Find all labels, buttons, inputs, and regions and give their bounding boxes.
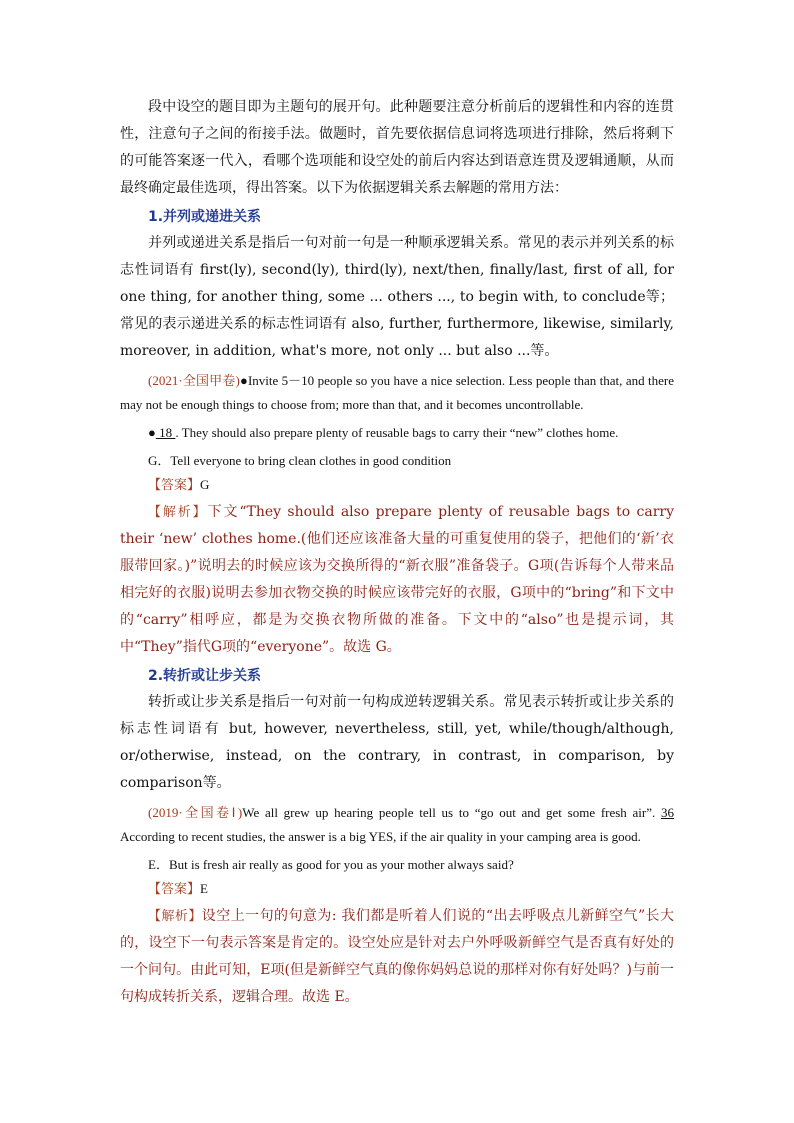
example2-answer	[148, 877, 674, 903]
example2-passage: (2019·全国卷Ⅰ)We all grew up hearing people tell us to “go out and get some fresh air”. 36 According to recent studies, the answer is a big YES, if the air quality in your camping area is good.	[120, 805, 674, 844]
section2-body: 转折或让步关系是指后一句对前一句构成逆转逻辑关系。常见表示转折或让步关系的标志性词语有 but, however, nevertheless, still, yet, while/though/although, or/otherwise, instead, on the contrary, in contrast, in comparison, by comparison等。	[120, 694, 674, 791]
example1-analysis	[120, 499, 674, 661]
answer-value: G	[200, 477, 210, 492]
analysis-text: 下文“They should also prepare plenty of reusable bags to carry their ‘new’ clothes home.(他们还应该准备大量的可重复使用的袋子，把他们的‘新’衣服带回家。)”说明去的时候应该为交换所得的“新衣服”准备袋子。G项(告诉每个人带来品相完好的衣服)说明去参加衣物交换的时候应该带完好的衣服，G项中的“bring”和下文中的“carry”相呼应，都是为交换衣物所做的准备。下文中的“also”也是提示词，其中“They”指代G项的“everyone”。故选 G。	[120, 504, 674, 655]
analysis-text: 设空上一句的句意为: 我们都是听着人们说的“出去呼吸点儿新鲜空气”长大的，设空下一句表示答案是肯定的。设空处应是针对去户外呼吸新鲜空气是否真有好处的一个问句。由此可知，E项(但是新鲜空气真的像你妈妈总说的那样对你有好处吗？)与前一句构成转折关系，逻辑合理。故选 E。	[120, 908, 674, 1005]
section-heading-1: 1.并列或递进关系	[148, 209, 262, 225]
example1-passage	[120, 369, 674, 417]
blank-18: 18	[155, 425, 176, 440]
example1-text: ●Invite 5－10 people so you have a nice selection. Less people than that, and there may not be enough things to choose from; more than that, and it becomes uncontrollable.	[120, 373, 674, 412]
section-heading-2: 2.转折或让步关系	[148, 668, 262, 684]
example1-source: (2021·全国甲卷)	[148, 373, 240, 388]
answer-value: E	[200, 881, 208, 896]
section1-body: 并列或递进关系是指后一句对前一句是一种顺承逻辑关系。常见的表示并列关系的标志性词语有 first(ly), second(ly), third(ly), next/then, finally/last, first of all, for one thing, for another thing, some ... others ..., to begin with, to conclude等；常见的表示递进关系的标志性词语有 also, further, furthermore, likewise, similarly, moreover, in addition, what's more, not only ... but also ...等。	[120, 235, 674, 359]
analysis-tag: 【解析】	[148, 909, 202, 924]
page-content	[120, 94, 674, 1011]
example2-option: E．But is fresh air really as good for you as your mother always said?	[148, 857, 514, 872]
example1-option: G．Tell everyone to bring clean clothes in good condition	[148, 453, 452, 468]
example1-answer	[148, 473, 674, 499]
analysis-tag: 【解析】	[148, 505, 208, 520]
example1-blank-line: ● 18 . They should also prepare plenty of reusable bags to carry their “new” clothes home.	[148, 425, 619, 440]
answer-tag: 【答案】	[148, 882, 201, 897]
intro-paragraph: 段中设空的题目即为主题句的展开句。此种题要注意分析前后的逻辑性和内容的连贯性，注意句子之间的衔接手法。做题时，首先要依据信息词将选项进行排除，然后将剩下的可能答案逐一代入，看哪个选项能和设空处的前后内容达到语意连贯及逻辑通顺，从而最终确定最佳选项，得出答案。以下为依据逻辑关系去解题的常用方法：	[120, 99, 674, 196]
example2-source: (2019·全国卷Ⅰ)	[148, 805, 243, 820]
blank-36: 36	[661, 805, 674, 820]
example2-analysis	[120, 903, 674, 1011]
answer-tag: 【答案】	[148, 478, 201, 493]
